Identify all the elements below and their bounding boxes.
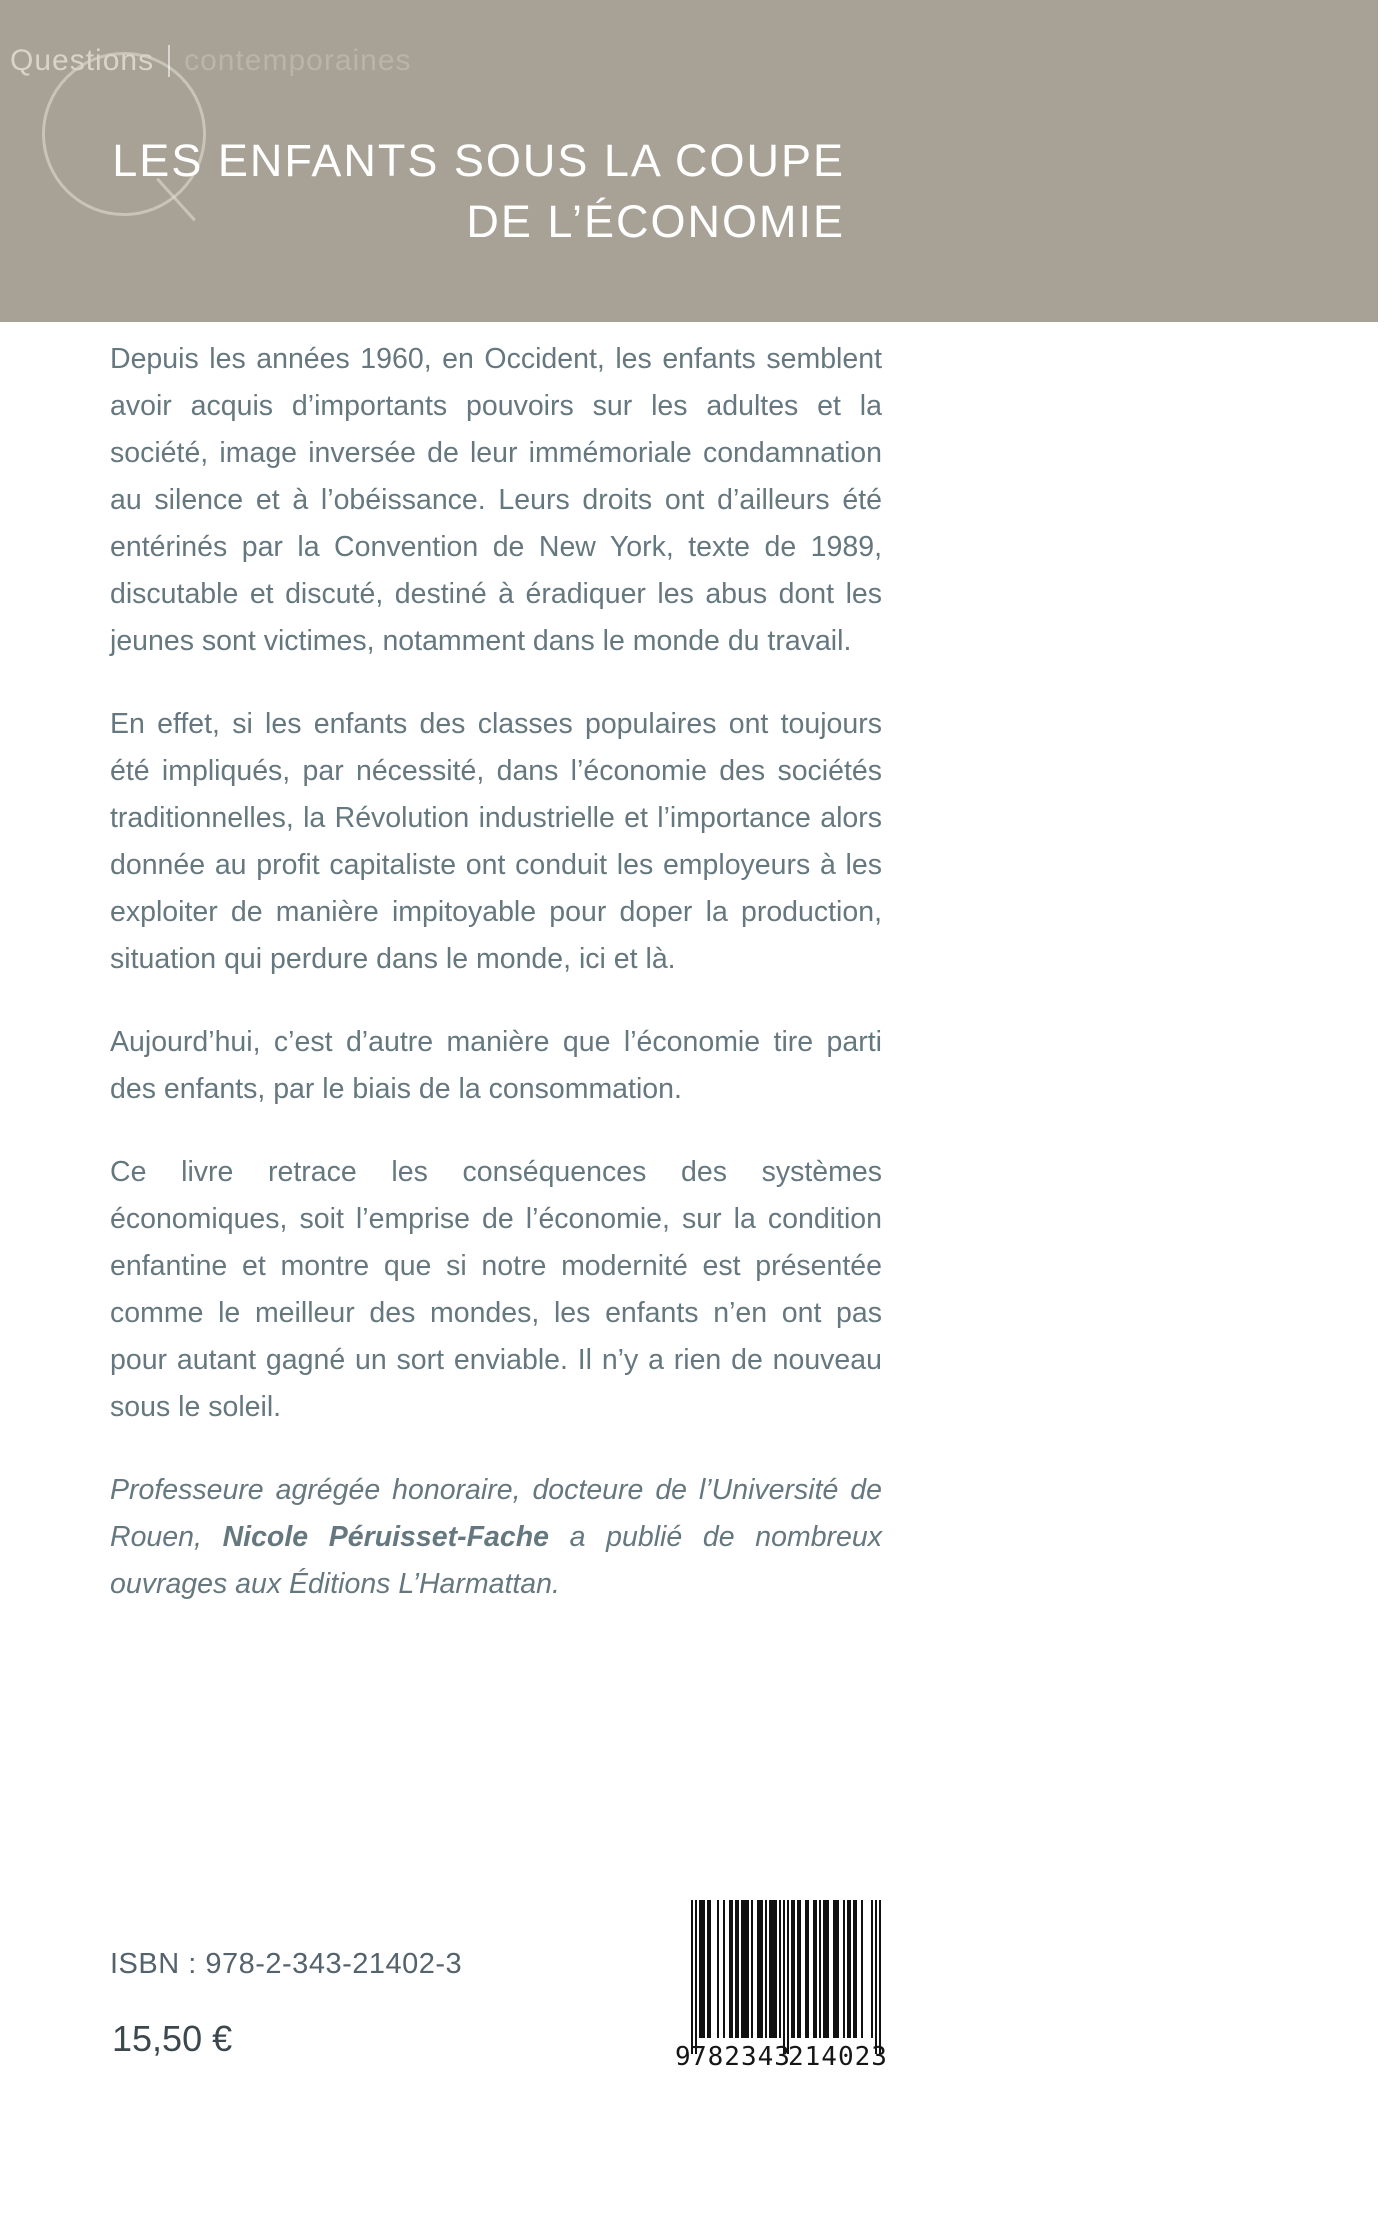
back-cover-text — [110, 336, 882, 1644]
book-title — [0, 130, 845, 252]
author-bio — [110, 1467, 882, 1608]
barcode-digits-right: 214023 — [788, 2042, 888, 2072]
back-cover-paragraph: Aujourd’hui, c’est d’autre manière que l’économie tire parti des enfants, par le biais de la consommation. — [110, 1026, 882, 1105]
series-divider — [168, 45, 170, 77]
price-text: 15,50 € — [112, 2018, 233, 2059]
author-bio-suffix: a publié de nombreux ouvrages aux Éditions L’Harmattan. — [110, 1521, 882, 1600]
series-name-questions: Questions — [10, 44, 155, 77]
barcode-bars — [675, 1900, 885, 2054]
collection-name — [10, 44, 412, 78]
book-title-line2: DE L’ÉCONOMIE — [466, 196, 845, 247]
author-bio-prefix: Professeure agrégée honoraire, docteure de l’Université de Rouen, — [110, 1474, 882, 1553]
author-name: Nicole Péruisset-Fache — [222, 1521, 549, 1553]
back-cover-paragraph: Depuis les années 1960, en Occident, les enfants semblent avoir acquis d’importants pouvoirs sur les adultes et la société, image inversée de leur immémoriale condamnation au silence et à l’obéissance. Leurs droits ont d’ailleurs été entérinés par la Convention de New York, texte de 1989, discutable et discuté, destiné à éradiquer les abus dont les jeunes sont victimes, notamment dans le monde du travail. — [110, 343, 882, 657]
header-band — [0, 0, 1378, 322]
barcode — [675, 1900, 888, 2074]
barcode-digits-left: 782343 — [691, 2042, 791, 2072]
back-cover-paragraph: Ce livre retrace les conséquences des systèmes économiques, soit l’emprise de l’économie, sur la condition enfantine et montre que si notre modernité est présentée comme le meilleur des mondes, les enfants n’en ont pas pour autant gagné un sort enviable. Il n’y a rien de nouveau sous le soleil. — [110, 1156, 882, 1423]
isbn-text: ISBN : 978-2-343-21402-3 — [110, 1948, 463, 1980]
back-cover-paragraph: En effet, si les enfants des classes populaires ont toujours été impliqués, par nécessité, dans l’économie des sociétés traditionnelles, la Révolution industrielle et l’importance alors donnée au profit capitaliste ont conduit les employeurs à les exploiter de manière impitoyable pour doper la production, situation qui perdure dans le monde, ici et là. — [110, 708, 882, 975]
book-title-line1: LES ENFANTS SOUS LA COUPE — [112, 135, 845, 186]
series-name-contemporaines: contemporaines — [184, 44, 412, 77]
barcode-digit-first: 9 — [675, 2042, 691, 2072]
barcode-number — [675, 2040, 888, 2074]
